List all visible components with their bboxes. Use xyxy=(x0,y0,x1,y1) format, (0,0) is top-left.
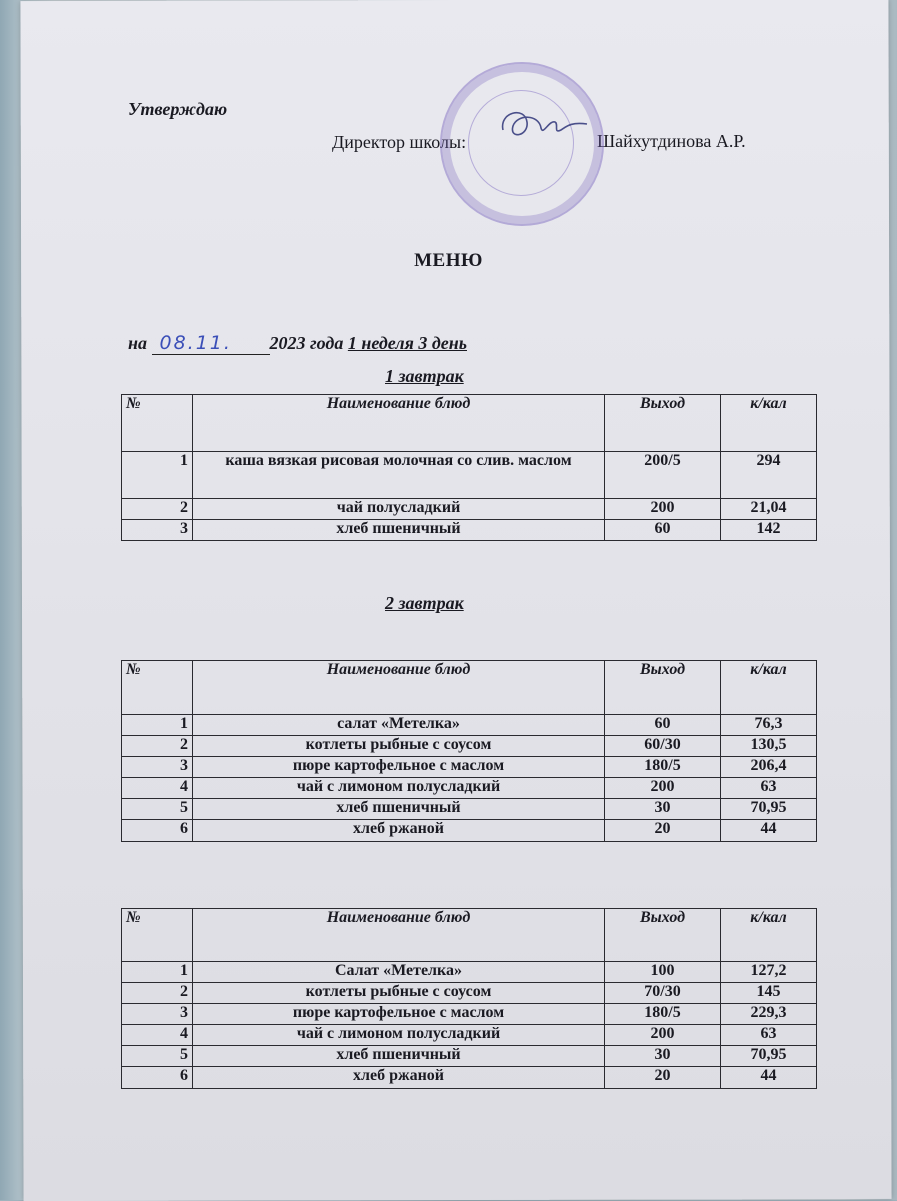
col-name-header: Наименование блюд xyxy=(193,661,605,715)
row-name: салат «Метелка» xyxy=(193,715,605,736)
row-out: 200 xyxy=(605,499,721,520)
table-row xyxy=(122,962,817,983)
row-out: 180/5 xyxy=(605,1004,721,1025)
col-out-header: Выход xyxy=(605,661,721,715)
col-no-header: № xyxy=(122,909,193,962)
table-header-row xyxy=(122,395,817,452)
col-kcal-header: к/кал xyxy=(721,909,817,962)
table-row xyxy=(122,778,817,799)
row-no: 2 xyxy=(122,983,193,1004)
row-kcal: 130,5 xyxy=(721,736,817,757)
row-no: 1 xyxy=(122,452,193,499)
row-name: каша вязкая рисовая молочная со слив. маслом xyxy=(193,452,605,499)
row-name: хлеб пшеничный xyxy=(193,1046,605,1067)
row-out: 100 xyxy=(605,962,721,983)
col-kcal-header: к/кал xyxy=(721,395,817,452)
row-out: 200 xyxy=(605,778,721,799)
row-name: хлеб ржаной xyxy=(193,1067,605,1089)
row-out: 30 xyxy=(605,1046,721,1067)
table-row xyxy=(122,1067,817,1089)
row-out: 30 xyxy=(605,799,721,820)
row-no: 6 xyxy=(122,820,193,842)
table-row xyxy=(122,1046,817,1067)
col-no-header: № xyxy=(122,395,193,452)
col-kcal-header: к/кал xyxy=(721,661,817,715)
week-day: 1 неделя 3 день xyxy=(347,333,467,353)
row-kcal: 70,95 xyxy=(721,1046,817,1067)
row-out: 200 xyxy=(605,1025,721,1046)
row-no: 3 xyxy=(122,757,193,778)
director-label: Директор школы: xyxy=(332,132,467,152)
director-signature xyxy=(495,100,595,150)
col-no-header: № xyxy=(122,661,193,715)
date-prefix: на xyxy=(128,333,147,353)
row-no: 1 xyxy=(122,962,193,983)
row-no: 5 xyxy=(122,799,193,820)
row-kcal: 44 xyxy=(721,1067,817,1089)
date-year: 2023 года xyxy=(269,333,344,353)
table-row xyxy=(122,715,817,736)
row-out: 200/5 xyxy=(605,452,721,499)
table-row xyxy=(122,799,817,820)
row-no: 5 xyxy=(122,1046,193,1067)
row-out: 20 xyxy=(605,820,721,842)
row-kcal: 21,04 xyxy=(721,499,817,520)
row-kcal: 44 xyxy=(721,820,817,842)
menu-table-1 xyxy=(121,394,817,541)
row-no: 2 xyxy=(122,736,193,757)
row-no: 3 xyxy=(122,520,193,541)
handwritten-date: 08.11. xyxy=(152,332,270,355)
row-kcal: 63 xyxy=(721,1025,817,1046)
row-out: 20 xyxy=(605,1067,721,1089)
section-1-title: 1 завтрак xyxy=(385,366,464,386)
table-row xyxy=(122,983,817,1004)
table-row xyxy=(122,499,817,520)
menu-table-2 xyxy=(121,660,817,842)
row-name: котлеты рыбные с соусом xyxy=(193,983,605,1004)
table-row xyxy=(122,452,817,499)
row-kcal: 145 xyxy=(721,983,817,1004)
row-kcal: 70,95 xyxy=(721,799,817,820)
row-name: чай полусладкий xyxy=(193,499,605,520)
row-no: 6 xyxy=(122,1067,193,1089)
table-row xyxy=(122,1004,817,1025)
row-name: котлеты рыбные с соусом xyxy=(193,736,605,757)
row-no: 4 xyxy=(122,778,193,799)
row-kcal: 76,3 xyxy=(721,715,817,736)
row-name: пюре картофельное с маслом xyxy=(193,1004,605,1025)
col-name-header: Наименование блюд xyxy=(193,909,605,962)
row-no: 2 xyxy=(122,499,193,520)
row-out: 180/5 xyxy=(605,757,721,778)
table-row xyxy=(122,1025,817,1046)
row-kcal: 206,4 xyxy=(721,757,817,778)
row-out: 60/30 xyxy=(605,736,721,757)
page-title: МЕНЮ xyxy=(414,250,483,271)
row-name: Салат «Метелка» xyxy=(193,962,605,983)
director-name: Шайхутдинова А.Р. xyxy=(597,131,746,151)
row-kcal: 142 xyxy=(721,520,817,541)
table-row xyxy=(122,820,817,842)
row-no: 3 xyxy=(122,1004,193,1025)
row-out: 60 xyxy=(605,520,721,541)
section-2-title: 2 завтрак xyxy=(385,593,464,613)
table-header-row xyxy=(122,909,817,962)
col-out-header: Выход xyxy=(605,909,721,962)
row-name: чай с лимоном полусладкий xyxy=(193,1025,605,1046)
row-kcal: 127,2 xyxy=(721,962,817,983)
row-out: 70/30 xyxy=(605,983,721,1004)
date-line xyxy=(128,332,467,355)
row-name: хлеб пшеничный xyxy=(193,799,605,820)
row-no: 4 xyxy=(122,1025,193,1046)
table-header-row xyxy=(122,661,817,715)
row-out: 60 xyxy=(605,715,721,736)
col-out-header: Выход xyxy=(605,395,721,452)
row-no: 1 xyxy=(122,715,193,736)
table-row xyxy=(122,520,817,541)
row-name: чай с лимоном полусладкий xyxy=(193,778,605,799)
row-name: хлеб пшеничный xyxy=(193,520,605,541)
row-kcal: 63 xyxy=(721,778,817,799)
row-kcal: 294 xyxy=(721,452,817,499)
menu-table-3 xyxy=(121,908,817,1089)
table-row xyxy=(122,757,817,778)
table-row xyxy=(122,736,817,757)
row-name: хлеб ржаной xyxy=(193,820,605,842)
col-name-header: Наименование блюд xyxy=(193,395,605,452)
row-name: пюре картофельное с маслом xyxy=(193,757,605,778)
row-kcal: 229,3 xyxy=(721,1004,817,1025)
approve-label: Утверждаю xyxy=(128,99,228,119)
